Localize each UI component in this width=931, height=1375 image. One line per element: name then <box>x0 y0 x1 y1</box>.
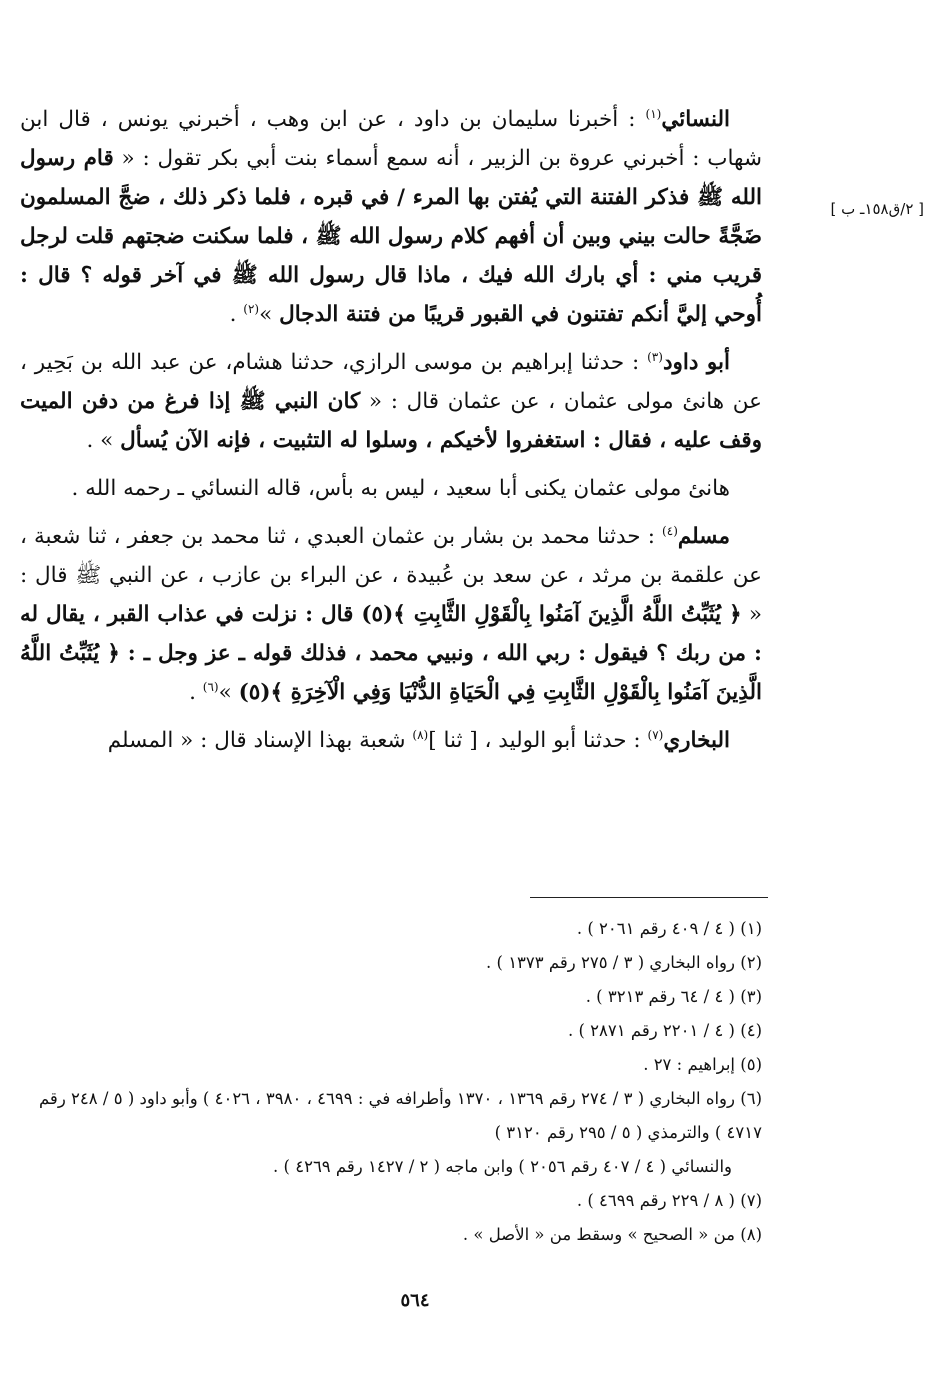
footnote-item <box>20 1184 762 1218</box>
footnote-ref: (٣) <box>647 349 663 364</box>
footnote-number: (٣) <box>740 987 762 1006</box>
isnad-text: : حدثنا إبراهيم بن موسى الرازي، حدثنا هشام، عن عبد الله بن بَحِير ، عن هانئ مولى عثمان ، عن عثمان قال : « <box>20 350 762 414</box>
footnote-ref: (١) <box>645 106 662 121</box>
footnote-number: (٥) <box>740 1055 762 1074</box>
footnote-item <box>20 946 762 980</box>
page-number: ٥٦٤ <box>400 1290 430 1311</box>
footnote-ref: (٦) <box>202 679 219 694</box>
footnote-number: (٢) <box>740 953 762 972</box>
footnote-item <box>20 1218 762 1252</box>
footnote-item <box>20 1048 762 1082</box>
footnote-text: إبراهيم : ٢٧ . <box>643 1055 735 1074</box>
footnote-divider <box>530 897 768 898</box>
quote-close: » <box>259 302 280 327</box>
source-name: النسائي <box>661 107 730 132</box>
quote-close: » . <box>86 428 121 453</box>
footnote-item <box>20 912 762 946</box>
footnote-text: من « الصحيح » وسقط من « الأصل » . <box>462 1225 735 1244</box>
footnote-item <box>20 1082 762 1184</box>
footnote-continuation: والنسائي ( ٤ / ٤٠٧ رقم ٢٠٥٦ ) وابن ماجه ( ٢ / ١٤٢٧ رقم ٤٢٦٩ ) . <box>273 1157 732 1176</box>
paragraph-abu-dawud <box>20 343 762 460</box>
footnote-number: (٨) <box>740 1225 762 1244</box>
footnote-ref: (٧) <box>647 727 664 742</box>
isnad-text-cont: شعبة بهذا الإسناد قال : « المسلم <box>107 728 413 753</box>
footnote-text: ( ٤ / ٦٤ رقم ٣٢١٣ ) . <box>585 987 735 1006</box>
period: . <box>189 680 203 705</box>
footnote-number: (٧) <box>740 1191 762 1210</box>
paragraph-nasai <box>20 100 762 334</box>
manuscript-folio-reference: [ ٢/ق١٥٨ـ ب ] <box>830 200 924 218</box>
footnote-text: ( ٤ / ٢٢٠١ رقم ٢٨٧١ ) . <box>567 1021 735 1040</box>
paragraph-muslim <box>20 517 762 712</box>
paragraph-bukhari <box>20 721 762 760</box>
isnad-text: : حدثنا أبو الوليد ، [ ثنا ] <box>428 728 648 753</box>
source-name: مسلم <box>677 524 730 549</box>
period: . <box>229 302 244 327</box>
footnotes <box>20 912 762 1252</box>
main-text <box>20 100 762 769</box>
paragraph-narrator-note <box>20 469 762 508</box>
hadith-text: كان النبي ﷺ إذا فرغ من دفن الميت وقف عليه ، فقال : استغفروا لأخيكم ، وسلوا له التثبيت ، فإنه الآن يُسأل <box>20 389 762 453</box>
narrator-note-text: هانئ مولى عثمان يكنى أبا سعيد ، ليس به بأس، قاله النسائي ـ رحمه الله . <box>71 476 730 501</box>
source-name: البخاري <box>663 728 730 753</box>
footnote-text: ( ٨ / ٢٢٩ رقم ٤٦٩٩ ) . <box>576 1191 735 1210</box>
footnote-number: (١) <box>740 919 762 938</box>
isnad-text: : حدثنا محمد بن بشار بن عثمان العبدي ، ثنا محمد بن جعفر ، ثنا شعبة ، عن علقمة بن مرثد ، عن سعد بن عُبيدة ، عن البراء بن عازب ، عن النبي ﷺ قال : « <box>20 524 762 627</box>
hadith-text: قام رسول الله ﷺ فذكر الفتنة التي يُفتن بها المرء / في قبره ، فلما ذكر ذلك ، ضجَّ المسلمون ضَجَّةً حالت بيني وبين أن أفهم كلام رسول الله ﷺ ، فلما سكنت ضجتهم قلت لرجل قريب مني : أي بارك الله فيك ، ماذا قال رسول الله ﷺ في آخر قوله ؟ قال : أُوحي إليَّ أنكم تفتنون في القبور قريبًا من فتنة الدجال <box>20 146 762 327</box>
footnote-number: (٤) <box>740 1021 762 1040</box>
footnote-number: (٦) <box>740 1089 762 1108</box>
hadith-text: ﴿ يُثَبِّتُ اللَّهُ الَّذِينَ آمَنُوا بِالْقَوْلِ الثَّابِتِ ﴾(٥) قال : نزلت في عذاب القبر ، يقال له : من ربك ؟ فيقول : ربي الله ، ونبيي محمد ، فذلك قوله ـ عز وجل ـ : ﴿ يُثَبِّتُ اللَّهُ الَّذِينَ آمَنُوا بِالْقَوْلِ الثَّابِتِ فِي الْحَيَاةِ الدُّنْيَا وَفِي الْآخِرَةِ ﴾(٥) <box>20 602 762 705</box>
source-name: أبو داود <box>662 350 730 375</box>
footnote-ref: (٨) <box>412 727 429 742</box>
footnote-item <box>20 980 762 1014</box>
footnote-text: رواه البخاري ( ٣ / ٢٧٤ رقم ١٣٦٩ ، ١٣٧٠ وأطرافه في : ٤٦٩٩ ، ٣٩٨٠ ، ٤٠٢٦ ) وأبو داود ( ٥ / ٢٤٨ رقم ٤٧١٧ ) والترمذي ( ٥ / ٢٩٥ رقم ٣١٢٠ ) <box>38 1089 762 1142</box>
footnote-text: ( ٤ / ٤٠٩ رقم ٢٠٦١ ) . <box>576 919 735 938</box>
quote-close: » <box>218 680 239 705</box>
footnote-ref: (٤) <box>662 523 678 538</box>
footnote-item <box>20 1014 762 1048</box>
footnote-text: رواه البخاري ( ٣ / ٢٧٥ رقم ١٣٧٣ ) . <box>486 953 735 972</box>
isnad-text: : أخبرنا سليمان بن داود ، عن ابن وهب ، أخبرني يونس ، قال ابن شهاب : أخبرني عروة بن الزبير ، أنه سمع أسماء بنت أبي بكر تقول : « <box>20 107 762 171</box>
footnote-ref: (٢) <box>243 301 260 316</box>
